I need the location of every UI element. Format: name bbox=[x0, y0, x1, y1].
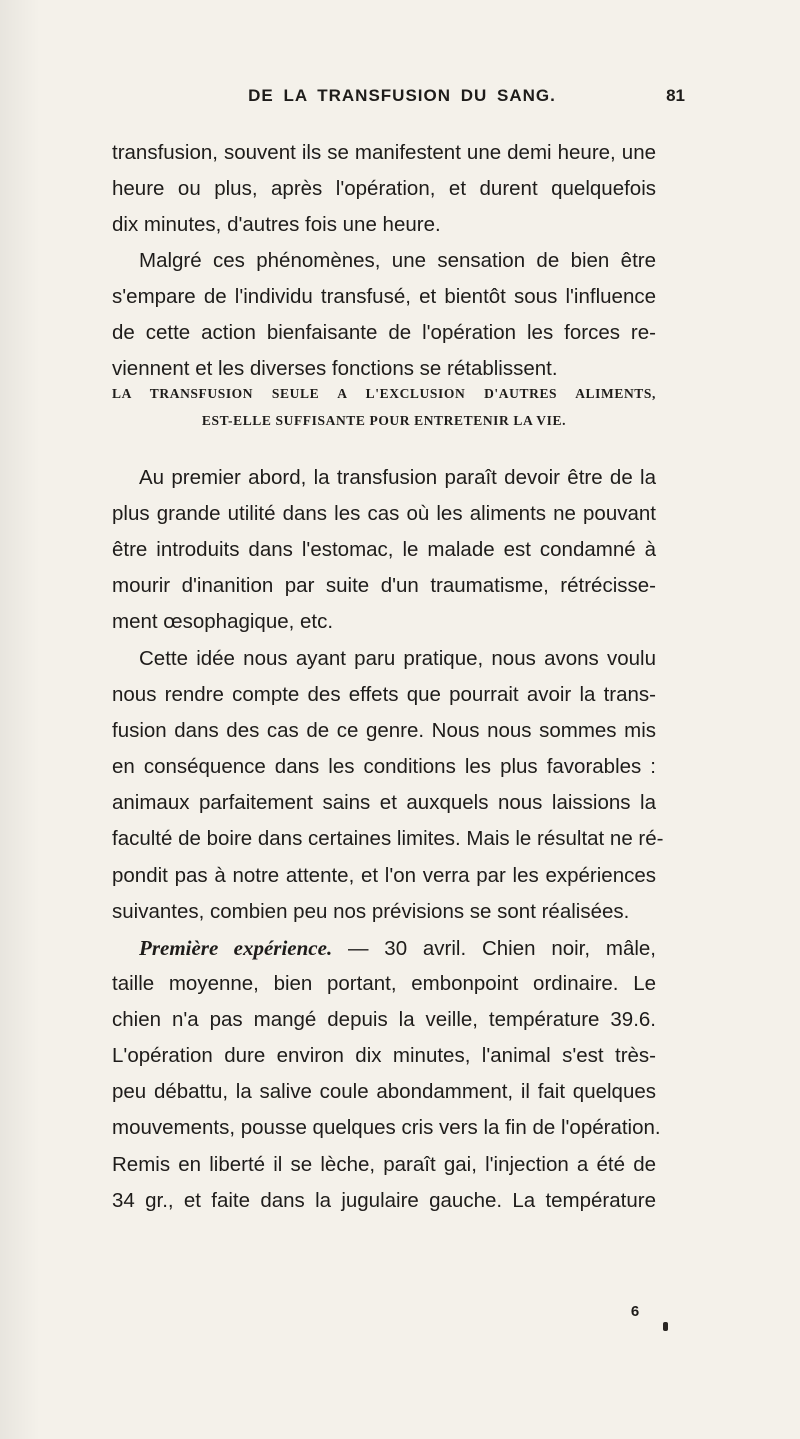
text-line: nous rendre compte des effets que pourrait avoir la trans- bbox=[112, 683, 656, 707]
paragraph-continuation bbox=[112, 135, 656, 243]
experiment-title: Première expérience. bbox=[139, 936, 333, 960]
text-line: ment œsophagique, etc. bbox=[112, 610, 334, 634]
text-line: Malgré ces phénomènes, une sensation de bien être bbox=[139, 249, 656, 272]
text-line: plus grande utilité dans les cas où les aliments ne pouvant bbox=[112, 502, 656, 526]
text-line: être introduits dans l'estomac, le malade est condamné à bbox=[112, 538, 656, 562]
paragraph-cette-idee bbox=[112, 641, 664, 930]
text-line: en conséquence dans les conditions les plus favorables : bbox=[112, 755, 656, 779]
page-number: 81 bbox=[666, 86, 685, 105]
section-heading bbox=[112, 380, 656, 434]
running-head bbox=[0, 86, 800, 112]
text-line: heure ou plus, après l'opération, et durent quelquefois bbox=[112, 177, 656, 201]
section-heading-line: LA TRANSFUSION SEULE A L'EXCLUSION D'AUTRES ALIMENTS, bbox=[112, 386, 656, 401]
text-line: Au premier abord, la transfusion paraît devoir être de la bbox=[139, 466, 656, 489]
text-line: fusion dans des cas de ce genre. Nous nous sommes mis bbox=[112, 719, 656, 743]
text-line: faculté de boire dans certaines limites. Mais le résultat ne ré- bbox=[112, 827, 664, 851]
text-line: transfusion, souvent ils se manifestent une demi heure, une bbox=[112, 141, 656, 164]
text-line: Remis en liberté il se lèche, paraît gai, l'injection a été de bbox=[112, 1152, 656, 1176]
signature-mark: 6 bbox=[630, 1303, 640, 1320]
paragraph-premier-abord bbox=[112, 460, 656, 640]
text-line: chien n'a pas mangé depuis la veille, température 39.6. bbox=[112, 1008, 656, 1032]
ink-mark bbox=[663, 1322, 668, 1331]
text-line: dix minutes, d'autres fois une heure. bbox=[112, 213, 441, 237]
text-line: de cette action bienfaisante de l'opération les forces re- bbox=[112, 321, 656, 345]
section-heading-line: EST-ELLE SUFFISANTE POUR ENTRETENIR LA VIE. bbox=[201, 413, 567, 428]
text-line: 34 gr., et faite dans la jugulaire gauche. La température bbox=[112, 1188, 656, 1212]
text-line bbox=[112, 930, 656, 966]
text-line: mouvements, pousse quelques cris vers la fin de l'opération. bbox=[112, 1116, 661, 1140]
paragraph-premiere-experience bbox=[112, 930, 661, 1219]
running-title: DE LA TRANSFUSION DU SANG. bbox=[248, 86, 556, 105]
text-line: peu débattu, la salive coule abondamment, il fait quelques bbox=[112, 1080, 656, 1104]
experiment-date-text: — 30 avril. Chien noir, mâle, bbox=[332, 937, 657, 960]
text-line: L'opération dure environ dix minutes, l'animal s'est très- bbox=[112, 1044, 656, 1068]
text-line: mourir d'inanition par suite d'un traumatisme, rétrécisse- bbox=[112, 574, 656, 598]
text-line: Cette idée nous ayant paru pratique, nous avons voulu bbox=[139, 647, 656, 670]
text-line: viennent et les diverses fonctions se rétablissent. bbox=[112, 357, 558, 381]
text-line: animaux parfaitement sains et auxquels nous laissions la bbox=[112, 791, 656, 815]
text-line: taille moyenne, bien portant, embonpoint ordinaire. Le bbox=[112, 972, 656, 996]
text-line: s'empare de l'individu transfusé, et bientôt sous l'influence bbox=[112, 285, 656, 309]
text-line: pondit pas à notre attente, et l'on verra par les expériences bbox=[112, 863, 656, 887]
text-line: suivantes, combien peu nos prévisions se sont réalisées. bbox=[112, 899, 630, 923]
paragraph-malgre bbox=[112, 243, 656, 387]
